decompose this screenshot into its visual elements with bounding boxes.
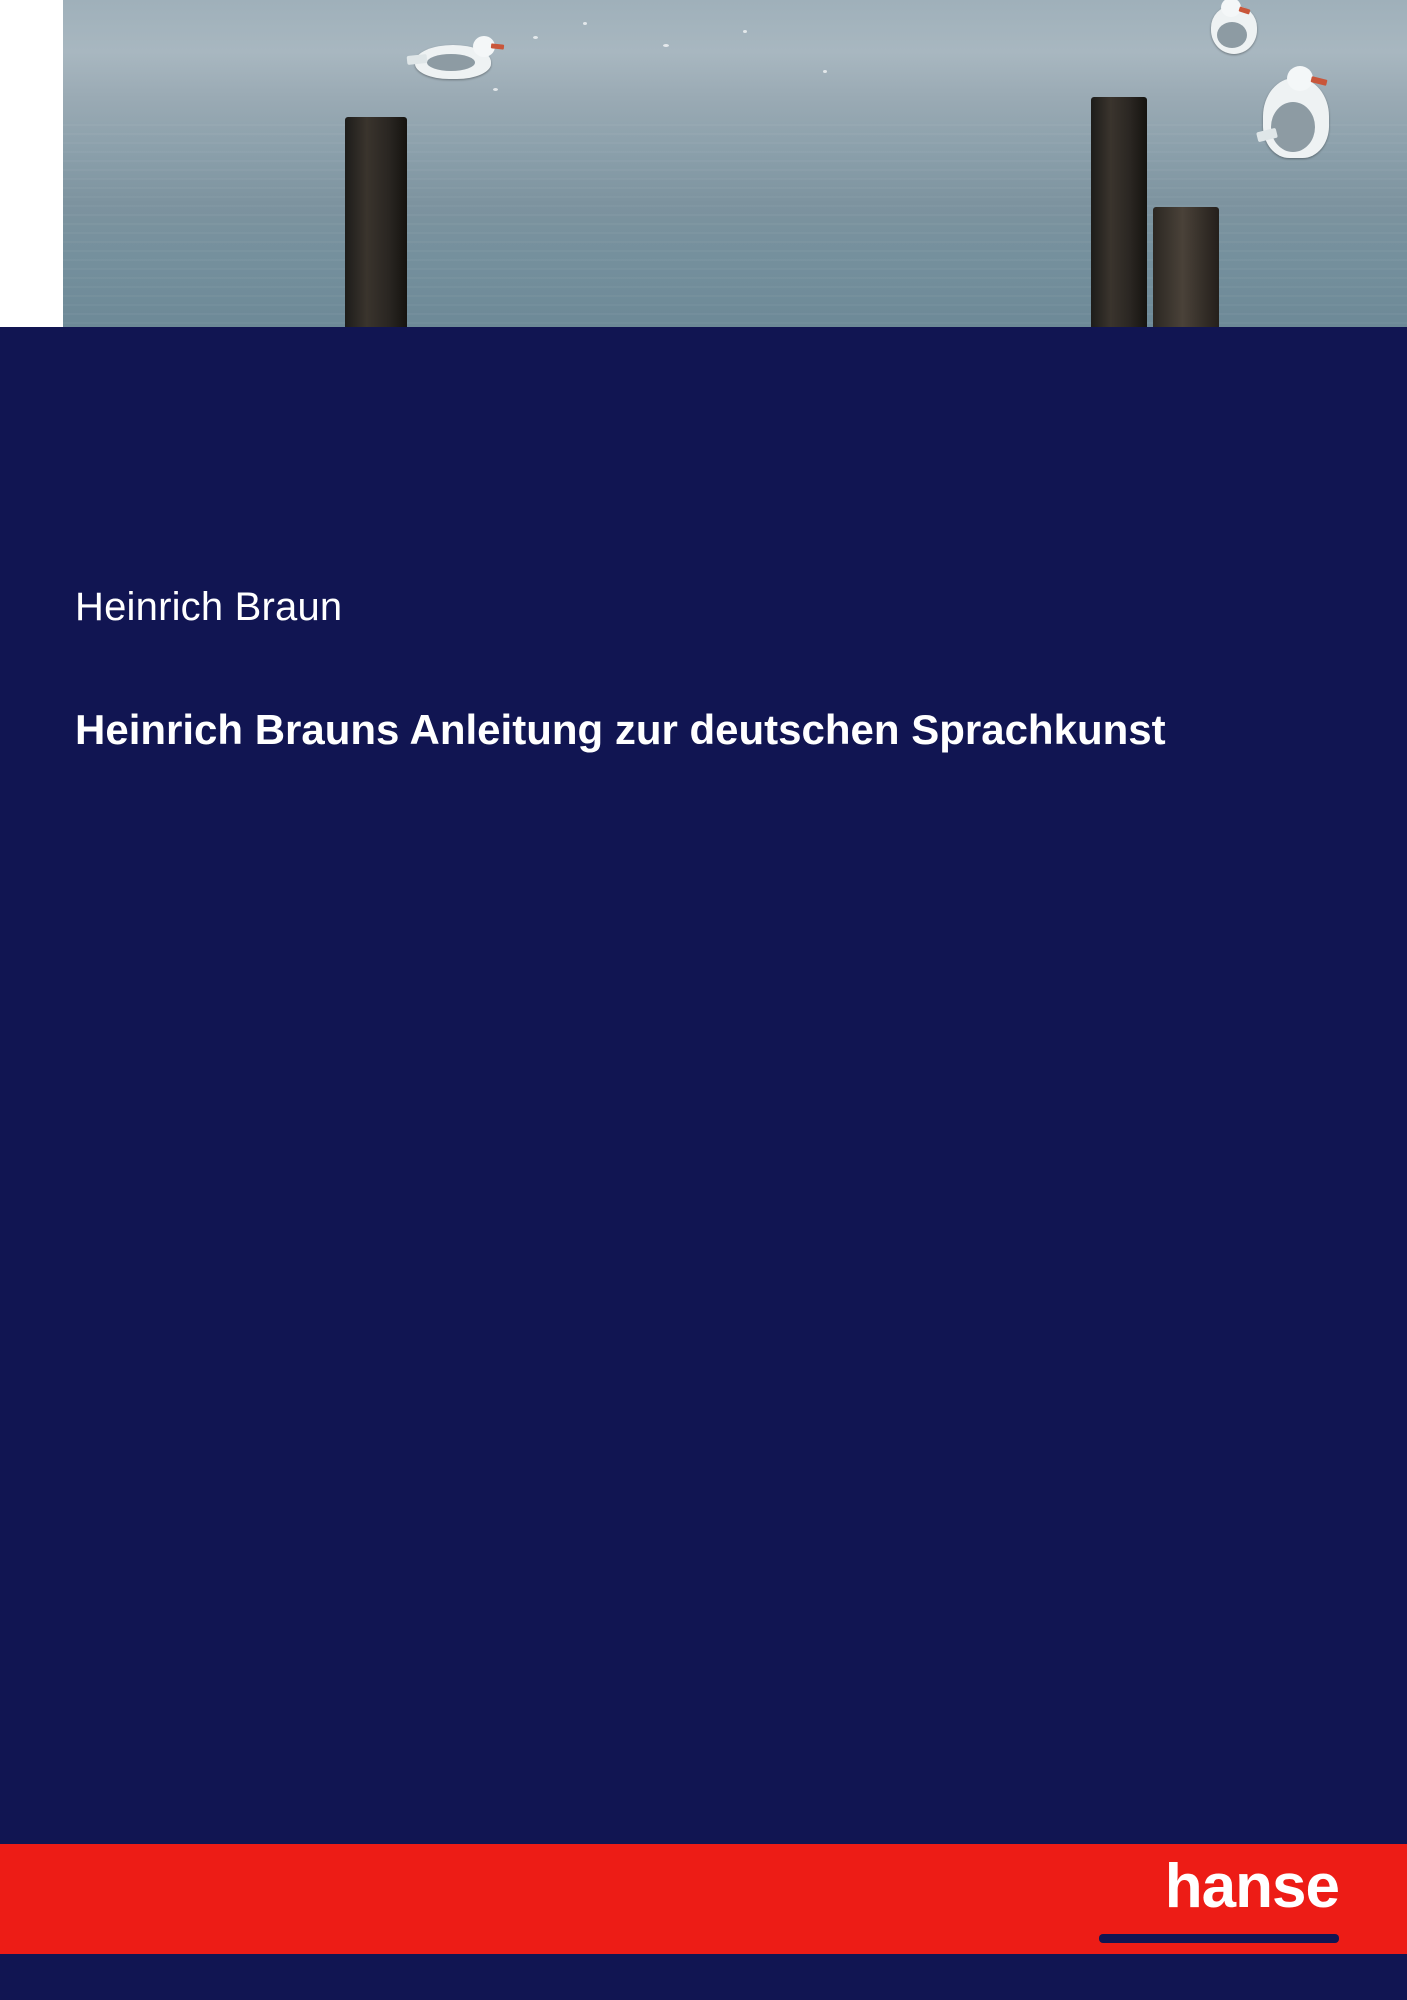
- publisher-logo: hanse: [1164, 1852, 1339, 1921]
- cover-body: [0, 327, 1407, 1844]
- water-sparkle: [583, 22, 587, 25]
- water-sparkle: [743, 30, 747, 33]
- footer-navy-band: [0, 1954, 1407, 2000]
- wooden-post-icon: [1153, 207, 1219, 327]
- seagull-wing-icon: [427, 54, 475, 71]
- book-title: Heinrich Brauns Anleitung zur deutschen Sprachkunst: [75, 706, 1166, 753]
- seagull-wing-icon: [1271, 102, 1315, 152]
- seagull-icon: [1263, 78, 1329, 158]
- water-sparkle: [663, 44, 669, 47]
- wooden-post-icon: [345, 117, 407, 327]
- water-sparkle: [823, 70, 827, 73]
- seagull-head-icon: [1221, 0, 1241, 17]
- publisher-logo-underline: [1099, 1934, 1339, 1943]
- water-sparkle: [493, 88, 498, 91]
- seagull-head-icon: [1287, 66, 1313, 91]
- seagull-icon: [1211, 6, 1257, 54]
- cover-photo: [63, 0, 1407, 327]
- seagull-wing-icon: [1217, 22, 1247, 48]
- seagull-tail-icon: [407, 54, 428, 65]
- author-name: Heinrich Braun: [75, 585, 343, 629]
- seagull-icon: [415, 45, 491, 79]
- wooden-post-icon: [1091, 97, 1147, 327]
- water-sparkle: [533, 36, 538, 39]
